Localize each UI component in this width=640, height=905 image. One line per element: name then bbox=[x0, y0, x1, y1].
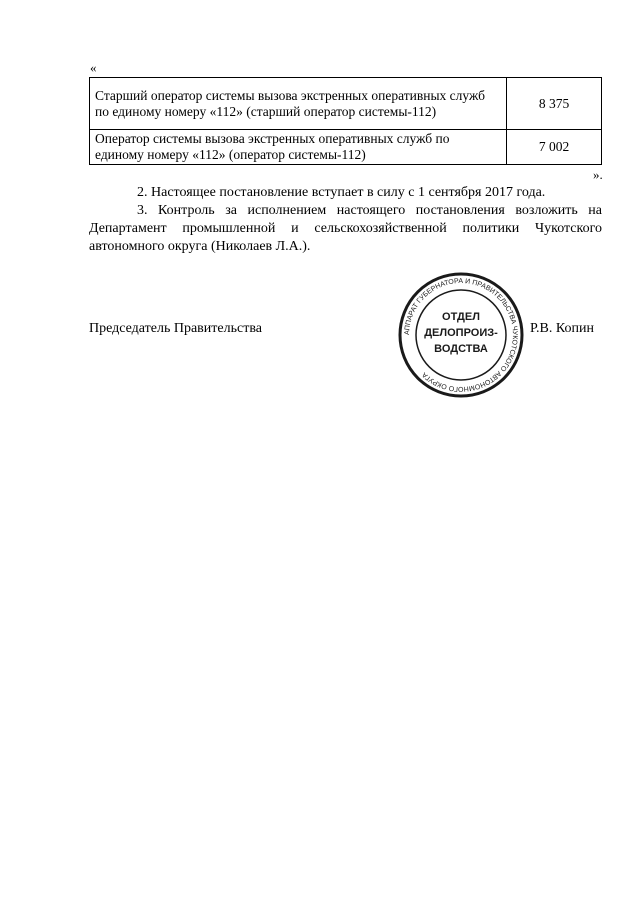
closing-quote: ». bbox=[593, 167, 603, 182]
paragraph-2: 2. Настоящее постановление вступает в силу с 1 сентября 2017 года. bbox=[137, 185, 546, 200]
position-cell: Оператор системы вызова экстренных оперативных служб по единому номеру «112» (оператор системы-112) bbox=[90, 130, 507, 165]
opening-quote: « bbox=[90, 60, 97, 75]
signatory-title: Председатель Правительства bbox=[89, 321, 262, 336]
table-row bbox=[90, 130, 602, 165]
stamp-line-3: ВОДСТВА bbox=[434, 343, 488, 355]
paragraph-3: 3. Контроль за исполнением настоящего постановления возложить на Департамент промышленной и сельскохозяйственной политики Чукотского автономного округа (Николаев Л.А.). bbox=[89, 203, 602, 254]
stamp-line-2: ДЕЛОПРОИЗ- bbox=[424, 327, 498, 339]
salary-table bbox=[89, 77, 602, 165]
salary-cell: 8 375 bbox=[507, 78, 602, 130]
signatory-name: Р.В. Копин bbox=[530, 321, 594, 336]
table-row bbox=[90, 78, 602, 130]
department-stamp bbox=[396, 270, 526, 400]
salary-cell: 7 002 bbox=[507, 130, 602, 165]
position-cell: Старший оператор системы вызова экстренных оперативных служб по единому номеру «112» (старший оператор системы-112) bbox=[90, 78, 507, 130]
stamp-line-1: ОТДЕЛ bbox=[442, 311, 480, 323]
stamp-ring-text: АППАРАТ ГУБЕРНАТОРА И ПРАВИТЕЛЬСТВА ЧУКОТСКОГО АВТОНОМНОГО ОКРУГА bbox=[403, 277, 519, 393]
